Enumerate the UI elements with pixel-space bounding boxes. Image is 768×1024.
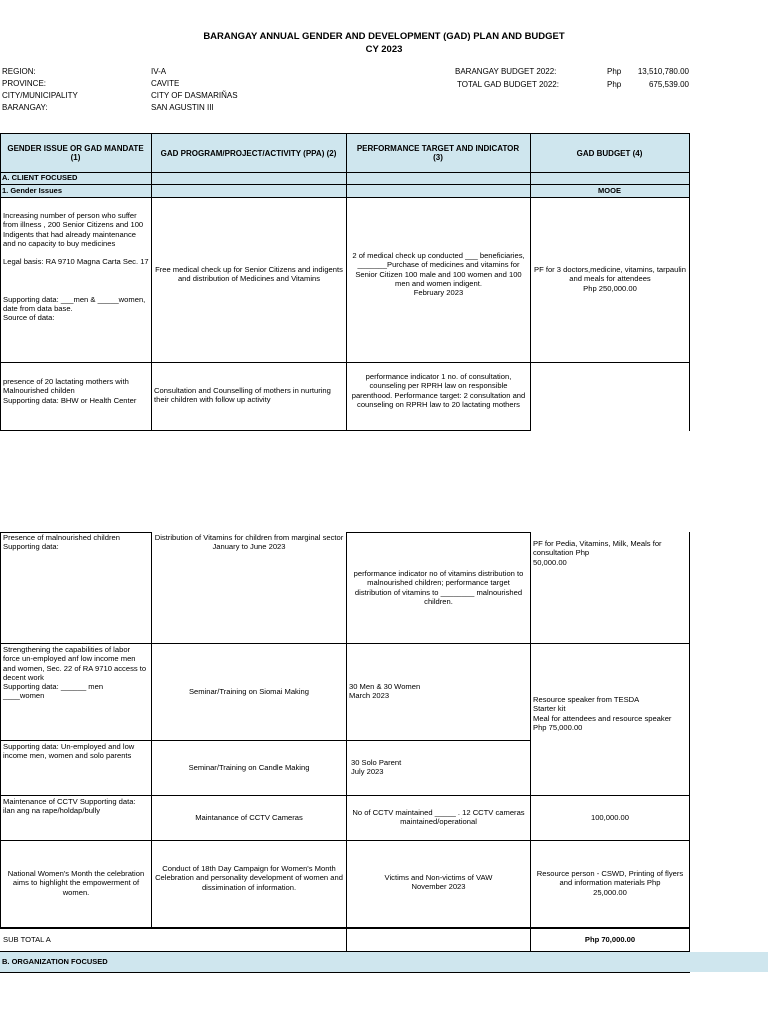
gender-issue-cell: Supporting data: Un-employed and low income men, women and solo parents	[3, 742, 135, 761]
ppa-cell: Seminar/Training on Siomai Making	[188, 687, 309, 696]
table-border	[0, 197, 690, 198]
table-border	[0, 133, 690, 134]
info-values	[151, 66, 238, 114]
table-border	[0, 184, 690, 185]
ppa-cell: Free medical check up for Senior Citizens and indigents and distribution of Medicines and Vitamins	[155, 265, 343, 284]
gad-value: 675,539.00	[648, 80, 689, 89]
info-label: BARANGAY:	[2, 103, 48, 112]
page-title: BARANGAY ANNUAL GENDER AND DEVELOPMENT (GAD) PLAN AND BUDGET	[203, 31, 565, 42]
target-cell: No of CCTV maintained _____ . 12 CCTV cameras maintained/operational	[352, 808, 525, 827]
info-labels	[2, 66, 78, 114]
column-header: GENDER ISSUE OR GAD MANDATE (1)	[0, 134, 151, 172]
info-value: IV-A	[151, 67, 167, 76]
column-header: GAD BUDGET (4)	[530, 134, 689, 172]
budget-cell: PF for Pedia, Vitamins, Milk, Meals for consultation Php 50,000.00	[533, 539, 662, 567]
target-cell: performance indicator no of vitamins distribution to malnourished children; performance target distribution of vitamins to ________ malnourished children.	[353, 569, 524, 606]
info-label: PROVINCE:	[2, 79, 47, 88]
table-border	[0, 927, 690, 929]
target-cell: 2 of medical check up conducted ___ beneficiaries, _______Purchase of medicines and vitamins for Senior Citizen 100 male and 100 women and 100 men and women indigent. February 2023	[352, 251, 525, 298]
budget-cell: PF for 3 doctors,medicine, vitamins, tarpaulin and meals for attendees Php 250,000.00	[534, 265, 686, 293]
info-label: CITY/MUNICIPALITY	[2, 91, 78, 100]
gender-issue-cell: Presence of malnourished children Supporting data:	[3, 533, 120, 552]
section-gender-issues: 1. Gender Issues	[0, 185, 151, 197]
subtotal-value: Php 70,000.00	[584, 935, 636, 944]
table-border	[689, 532, 690, 952]
column-header: GAD PROGRAM/PROJECT/ACTIVITY (PPA) (2)	[151, 134, 346, 172]
section-client-focused: A. CLIENT FOCUSED	[0, 172, 689, 184]
gender-issue-cell: presence of 20 lactating mothers with Malnourished childen Supporting data: BHW or Health Center	[3, 377, 137, 405]
table-border	[0, 840, 690, 841]
info-value: CITY OF DASMARIÑAS	[151, 91, 238, 100]
budget-cell: Resource speaker from TESDA Starter kit Meal for attendees and resource speaker Php 75,000.00	[533, 695, 672, 732]
info-value: CAVITE	[151, 79, 180, 88]
table-border	[689, 133, 690, 431]
gender-issue-cell: National Women's Month the celebration aims to highlight the empowerment of women.	[7, 869, 145, 897]
band-cell	[151, 185, 346, 197]
section-organization-focused: B. ORGANIZATION FOCUSED	[0, 952, 768, 972]
budget-cell: Resource person - CSWD, Printing of flyers and information materials Php 25,000.00	[536, 869, 684, 897]
info-label: REGION:	[2, 67, 36, 76]
target-cell: 30 Solo Parent July 2023	[351, 758, 402, 777]
info-value: SAN AGUSTIN III	[151, 103, 214, 112]
table-border	[346, 532, 530, 533]
ppa-cell: Conduct of 18th Day Campaign for Women's Month Celebration and personality development of women and dissimination of information.	[155, 864, 343, 892]
budget-label: BARANGAY BUDGET 2022:	[455, 67, 557, 76]
target-cell: 30 Men & 30 Women March 2023	[349, 682, 421, 701]
column-header: PERFORMANCE TARGET AND INDICATOR (3)	[346, 134, 530, 172]
subtotal-label: SUB TOTAL A	[3, 935, 51, 944]
gad-currency: Php	[607, 80, 622, 89]
gender-issue-cell: Increasing number of person who suffer from illness , 200 Senior Citizens and 100 Indigents that had already maintenance and no capacity to buy medicines Legal basis: RA 9710 Magna Carta Sec. 17 Supporting data: ___men & _____women, date from data base. Source of data:	[3, 211, 149, 323]
gad-label: TOTAL GAD BUDGET 2022:	[457, 80, 559, 89]
ppa-cell: Distribution of Vitamins for children from marginal sector January to June 2023	[154, 533, 344, 552]
budget-cell: 100,000.00	[590, 813, 629, 822]
band-cell	[346, 185, 530, 197]
budget-currency: Php	[607, 67, 622, 76]
gender-issue-cell: Strengthening the capabilities of labor force un-employed anf low income men and women, Sec. 22 of RA 9710 access to decent work Supporting data: ______ men ____women	[3, 645, 147, 701]
table-border	[0, 430, 530, 431]
gender-issue-cell: Maintenance of CCTV Supporting data: ilan ang na rape/holdap/bully	[3, 797, 136, 816]
page-subtitle: CY 2023	[365, 44, 403, 55]
budget-value: 13,510,780.00	[637, 67, 689, 76]
ppa-cell: Maintanance of CCTV Cameras	[195, 813, 303, 822]
mooe-label: MOOE	[530, 185, 689, 197]
ppa-cell: Seminar/Training on Candle Making	[188, 763, 310, 772]
table-border	[0, 972, 690, 973]
table-border	[0, 172, 690, 173]
target-cell: Victims and Non-victims of VAW November 2023	[384, 873, 493, 892]
ppa-cell: Consultation and Counselling of mothers in nurturing their children with follow up activity	[154, 386, 331, 405]
table-border	[0, 362, 690, 363]
target-cell: performance indicator 1 no. of consultation, counseling per RPRH law on responsible parenthood. Performance target: 2 consultation and counseling on RPRH law to 20 lactating mothers	[351, 372, 526, 409]
